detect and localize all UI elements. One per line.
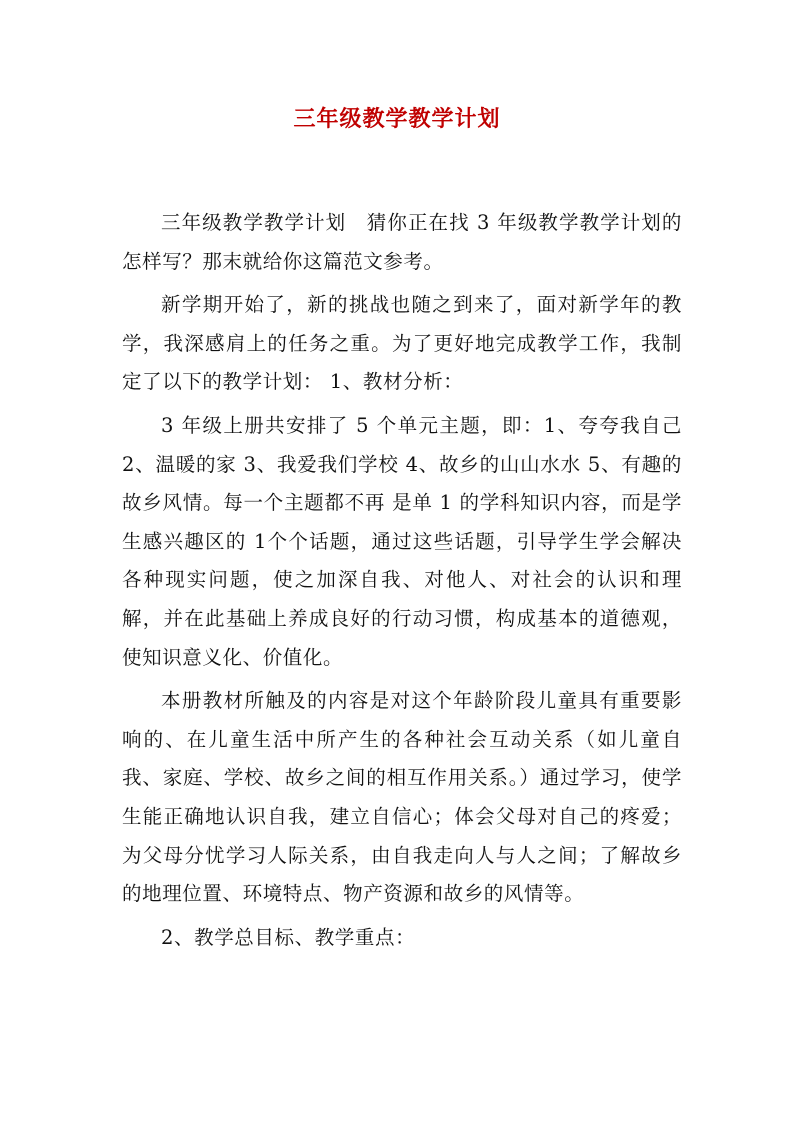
paragraph-units: 3 年级上册共安排了 5 个单元主题，即：1、夸夸我自己 2、温暖的家 3、我爱我们学校 4、故乡的山山水水 5、有趣的故乡风情。每一个主题都不再 是单 1 的学科知识内容，而是学生感兴趣区的 1个个话题，通过这些话题，引导学生学会解决各种现实问题，使之加深自我、对他人、对社会的认识和理解，并在此基础上养成良好的行动习惯，构成基本的道德观，使知识意义化、价值化。 xyxy=(122,413,682,669)
paragraph-content-scope: 本册教材所触及的内容是对这个年龄阶段儿童具有重要影响的、在儿童生活中所产生的各种社会互动关系（如儿童自我、家庭、学校、故乡之间的相互作用关系。）通过学习，使学生能正确地认识自我，建立自信心；体会父母对自己的疼爱；为父母分忧学习人际关系，由自我走向人与人之间；了解故乡的地理位置、环境特点、物产资源和故乡的风情等。 xyxy=(122,689,682,906)
paragraph-intro: 三年级教学教学计划 猜你正在找 3 年级教学教学计划的怎样写？那末就给你这篇范文参考。 xyxy=(122,211,682,273)
paragraph-new-semester: 新学期开始了，新的挑战也随之到来了，面对新学年的教学，我深感肩上的任务之重。为了更好地完成教学工作，我制定了以下的教学计划： 1、教材分析： xyxy=(122,293,682,394)
document-title: 三年级教学教学计划 xyxy=(293,106,501,132)
document-body xyxy=(122,204,682,962)
paragraph-section-heading: 2、教学总目标、教学重点： xyxy=(161,925,416,949)
